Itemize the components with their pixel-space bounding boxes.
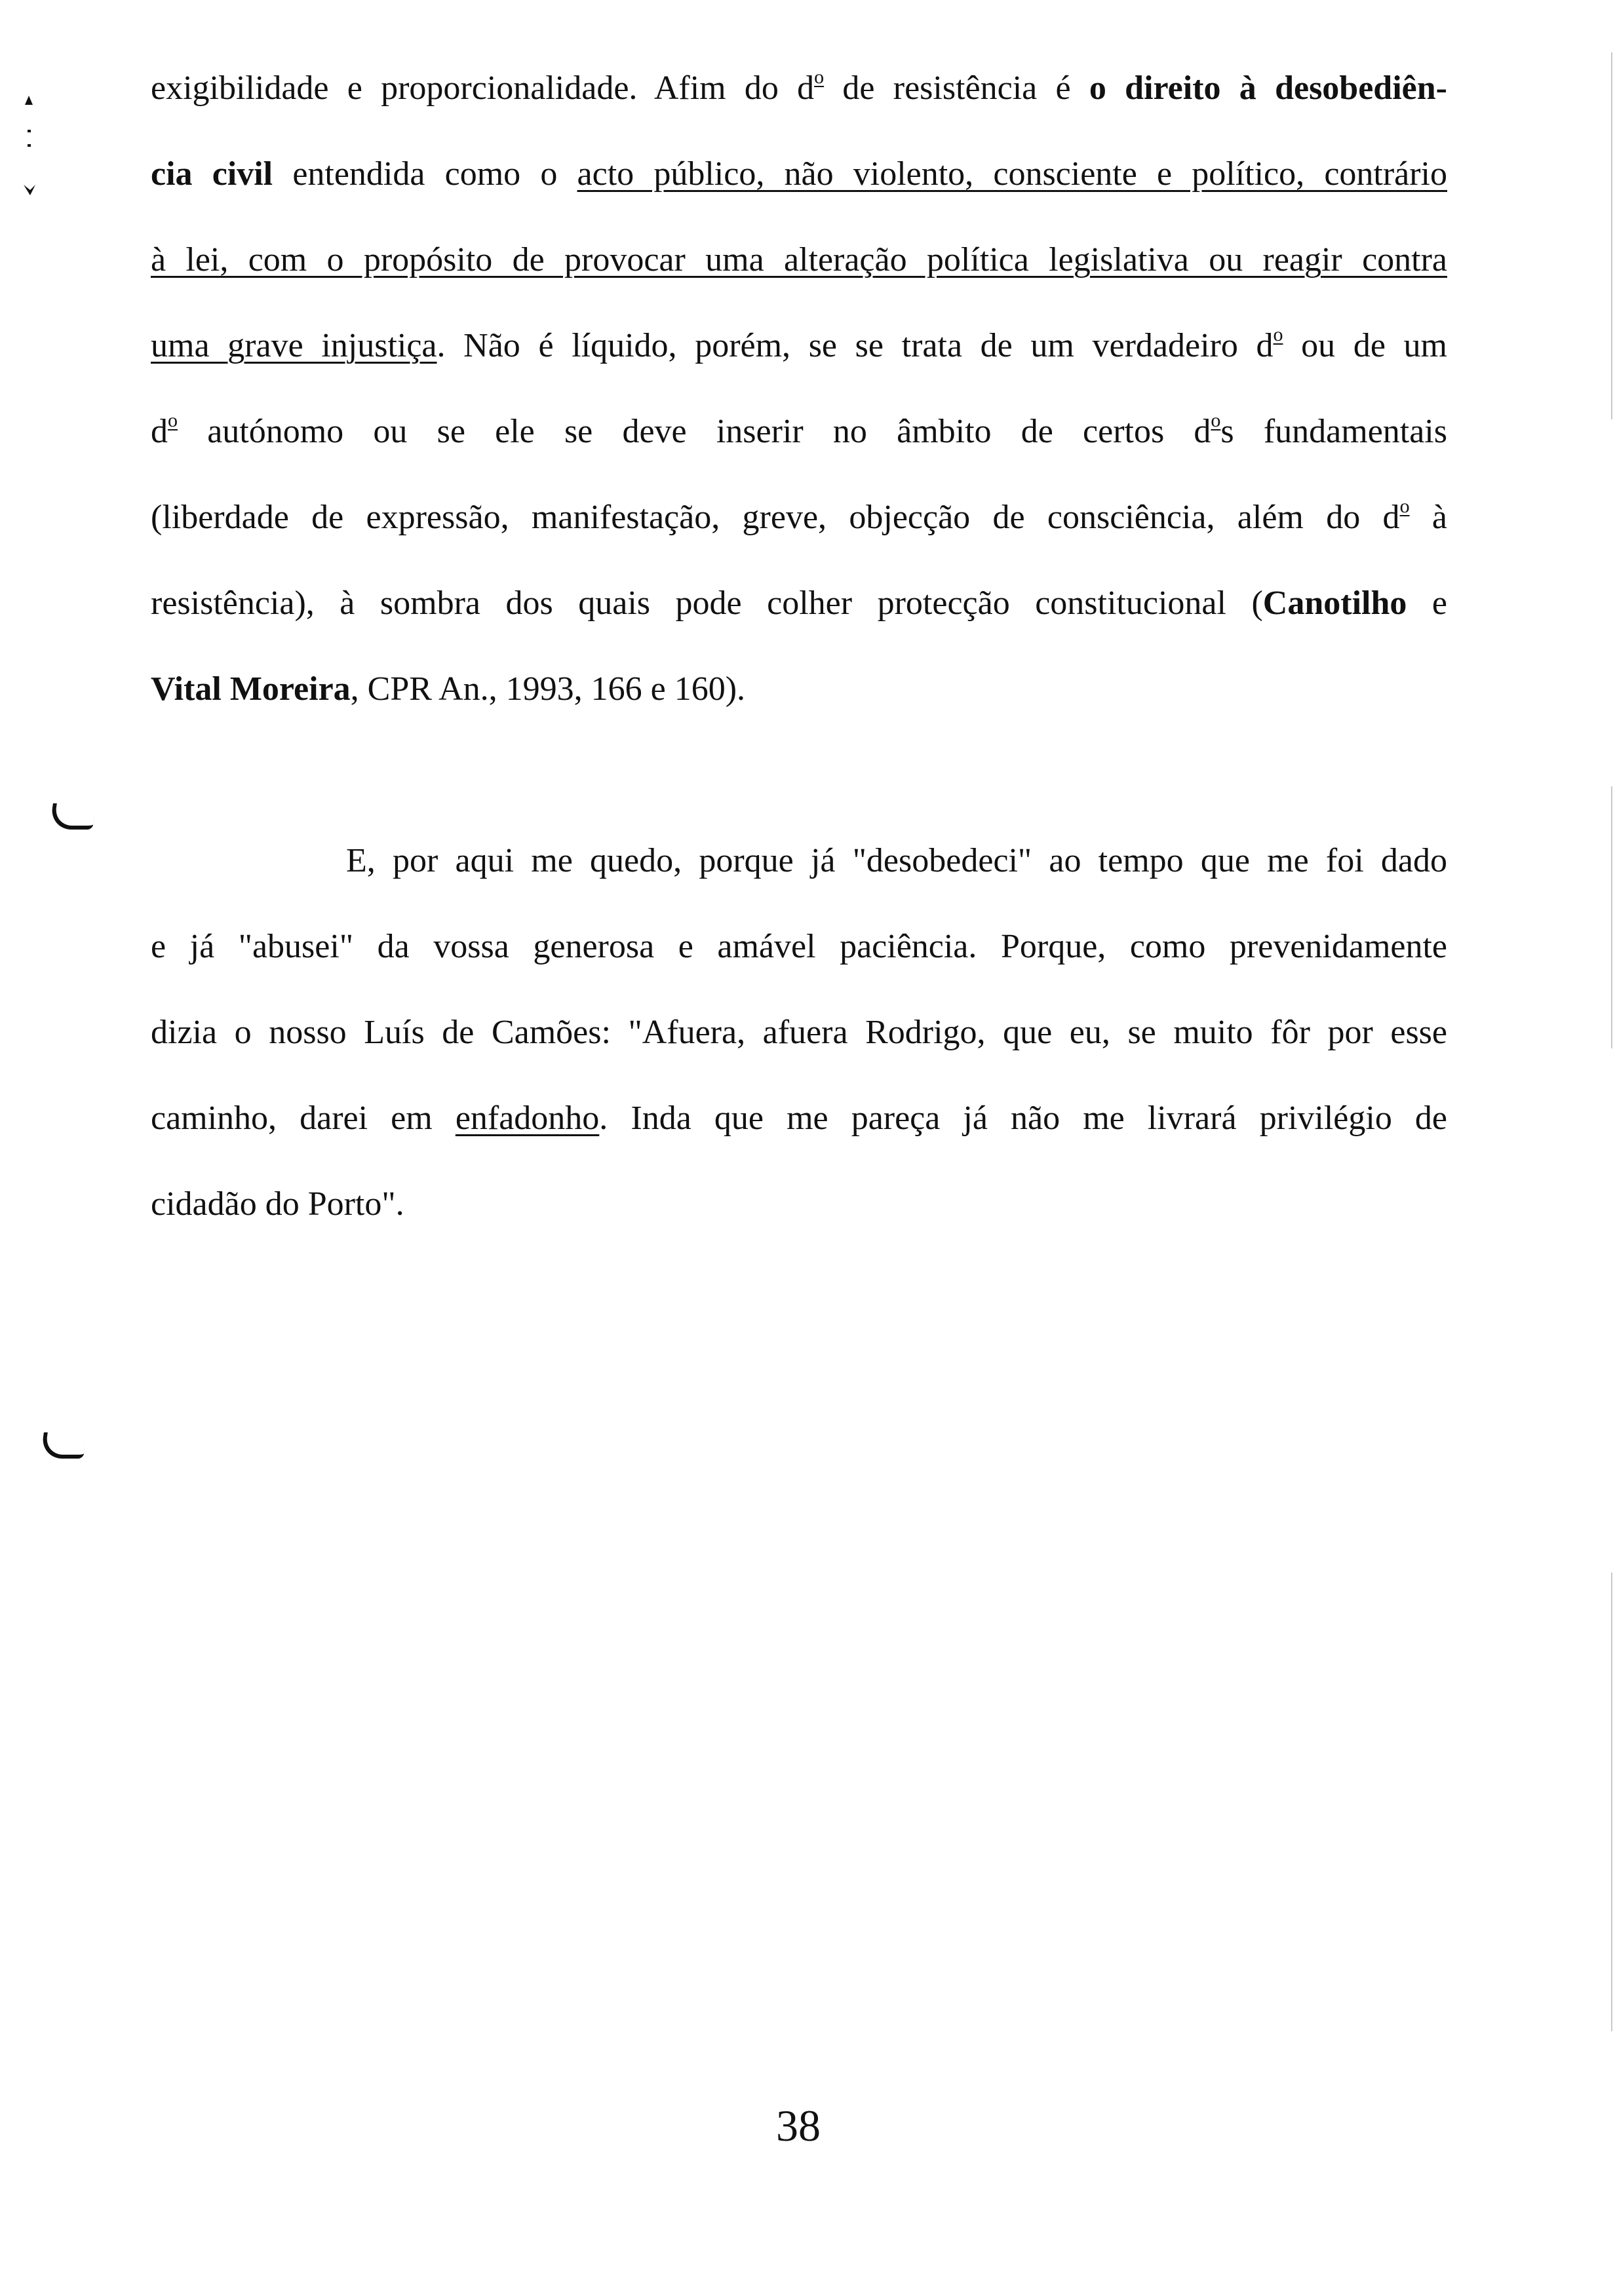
margin-marks [18, 92, 45, 203]
paragraph-2-line-1: E, por aqui me quedo, porque já "desobedeci" ao tempo que me foi dado [346, 842, 1447, 879]
scan-edge [1611, 52, 1612, 419]
margin-hook-mark [40, 1432, 87, 1459]
paragraph-1-line-8: Vital Moreira, CPR An., 1993, 166 e 160). [151, 670, 746, 708]
paragraph-1-line-1: exigibilidade e proporcionalidade. Afim do $d^o$ de resistência é o direito à desobediên- [151, 66, 1447, 107]
paragraph-1-line-7: resistência), à sombra dos quais pode colher protecção constitucional (Canotilho e [151, 584, 1447, 622]
paragraph-1-line-2: cia civil entendida como o acto público, não violento, consciente e político, contrário [151, 155, 1448, 193]
paragraph-2-line-3: dizia o nosso Luís de Camões: "Afuera, afuera Rodrigo, que eu, se muito fôr por esse [151, 1014, 1447, 1051]
paragraph-1-line-3: à lei, com o propósito de provocar uma alteração política legislativa ou reagir contra [151, 241, 1447, 278]
paragraph-2-line-2: e já "abusei" da vossa generosa e amável paciência. Porque, como prevenidamente [151, 928, 1447, 965]
paragraph-1-line-5: $d^o$ autónomo ou se ele se deve inserir no âmbito de certos $d^os$ fundamentais [151, 410, 1447, 450]
paragraph-2-line-4: caminho, darei em enfadonho. Inda que me pareça já não me livrará privilégio de [151, 1100, 1447, 1137]
page-number: 38 [776, 2101, 821, 2151]
paragraph-1-line-6: (liberdade de expressão, manifestação, greve, objecção de consciência, além do $d^o$ à [151, 495, 1447, 536]
scan-edge [1611, 1573, 1612, 2031]
margin-hook-mark [49, 803, 96, 830]
paragraph-1-line-4: uma grave injustiça. Não é líquido, porém, se se trata de um verdadeiro $d^o$ ou de um [151, 324, 1447, 364]
paragraph-2-line-5: cidadão do Porto". [151, 1185, 404, 1223]
scan-edge [1611, 786, 1612, 1048]
